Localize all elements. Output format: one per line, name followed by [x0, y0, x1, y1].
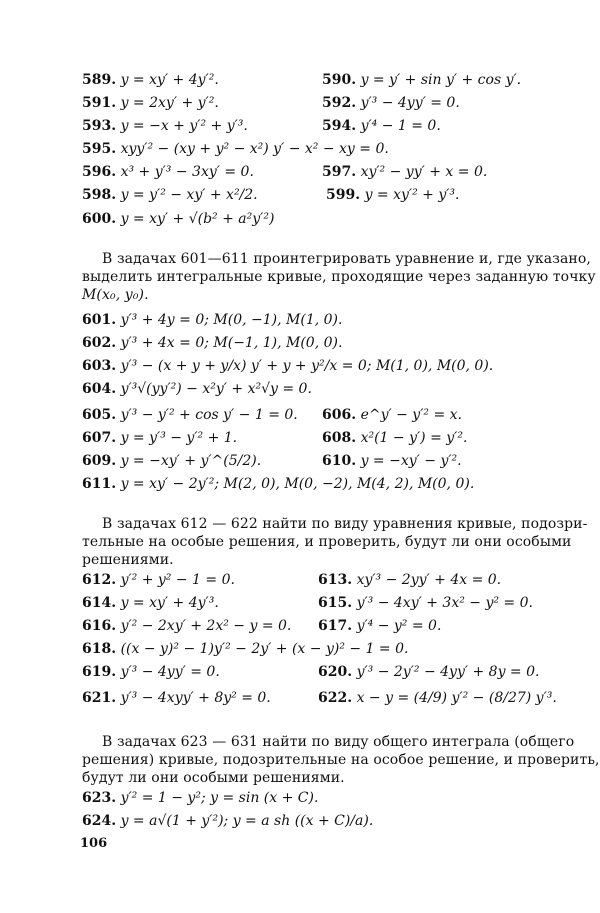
problem-equation: e^y′ − y′² = x.: [360, 407, 462, 423]
problem-equation: y′² + y² − 1 = 0.: [120, 572, 235, 588]
problem-equation: y = −xy′ + y′^(5/2).: [120, 453, 262, 469]
problem-equation: y′² = 1 − y²; y = sin (x + C).: [120, 790, 319, 806]
problem-equation: y′³ − 2y′² − 4yy′ + 8y = 0.: [356, 664, 540, 680]
problem-equation: y′² − 2xy′ + 2x² − y = 0.: [120, 618, 292, 634]
intro-line: выделить интегральные кривые, проходящие через заданную точку: [82, 269, 596, 285]
problem-number: 598.: [82, 187, 117, 203]
problem-601: [82, 312, 342, 328]
problem-621: [82, 690, 271, 706]
intro-line: В задачах 623 — 631 найти по виду общего интеграла (общего: [102, 734, 575, 750]
problem-equation: x − y = (4/9) y′² − (8/27) y′³.: [356, 690, 557, 706]
problem-equation: x³ + y′³ − 3xy′ = 0.: [120, 164, 254, 180]
intro-line: решения) кривые, подозрительные на особое решение, и проверить,: [82, 752, 600, 768]
problem-equation: y = 2xy′ + y′².: [120, 95, 219, 111]
problem-equation: y′³√(yy′²) − x²y′ + x²√y = 0.: [120, 381, 312, 397]
problem-number: 616.: [82, 618, 117, 634]
problem-number: 592.: [322, 95, 357, 111]
problem-number: 589.: [82, 72, 117, 88]
problem-number: 591.: [82, 95, 117, 111]
problem-622: [318, 690, 557, 706]
problem-594: [322, 118, 441, 134]
intro-line: В задачах 601—611 проинтегрировать уравнение и, где указано,: [102, 251, 591, 267]
problem-593: [82, 118, 248, 134]
problem-equation: x²(1 − y′) = y′².: [360, 430, 468, 446]
problem-number: 606.: [322, 407, 357, 423]
problem-590: [322, 72, 521, 88]
problem-613: [318, 572, 501, 588]
intro-line: тельные на особые решения, и проверить, будут ли они особыми: [82, 534, 572, 550]
problem-number: 618.: [82, 641, 117, 657]
intro-paragraph-623-631: [82, 733, 600, 787]
problem-616: [82, 618, 291, 634]
problem-equation: y′³ − 4xy′ + 3x² − y² = 0.: [356, 595, 533, 611]
problem-592: [322, 95, 460, 111]
problem-number: 596.: [82, 164, 117, 180]
problem-597: [322, 164, 487, 180]
problem-equation: y = y′² − xy′ + x²/2.: [120, 187, 258, 203]
problem-equation: y′⁴ − y² = 0.: [356, 618, 442, 634]
problem-equation: ((x − y)² − 1)y′² − 2y′ + (x − y)² − 1 = 0.: [120, 641, 409, 657]
problem-number: 593.: [82, 118, 117, 134]
problem-600: [82, 211, 274, 227]
problem-589: [82, 72, 219, 88]
problem-number: 611.: [82, 476, 117, 492]
problem-equation: y′³ − 4yy′ = 0.: [120, 664, 220, 680]
problem-612: [82, 572, 235, 588]
problem-equation: y = y′ + sin y′ + cos y′.: [360, 72, 522, 88]
problem-equation: y = xy′ + 4y′³.: [120, 595, 219, 611]
problem-equation: y = xy′ − 2y′²; M(2, 0), M(0, −2), M(4, 2), M(0, 0).: [120, 476, 475, 492]
problem-equation: y′³ − (x + y + y/x) y′ + y + y²/x = 0; M(1, 0), M(0, 0).: [120, 358, 494, 374]
problem-607: [82, 430, 237, 446]
problem-number: 600.: [82, 211, 117, 227]
problem-number: 610.: [322, 453, 357, 469]
problem-equation: xyy′² − (xy + y² − x²) y′ − x² − xy = 0.: [120, 141, 389, 157]
problem-number: 624.: [82, 813, 117, 829]
problem-number: 604.: [82, 381, 117, 397]
problem-number: 621.: [82, 690, 117, 706]
page-number: 106: [80, 836, 108, 851]
problem-number: 620.: [318, 664, 353, 680]
problem-number: 595.: [82, 141, 117, 157]
problem-number: 607.: [82, 430, 117, 446]
problem-equation: y = y′³ − y′² + 1.: [120, 430, 238, 446]
problem-602: [82, 335, 342, 351]
problem-618: [82, 641, 408, 657]
problem-619: [82, 664, 220, 680]
problem-617: [318, 618, 441, 634]
problem-number: 608.: [322, 430, 357, 446]
problem-599: [326, 187, 459, 203]
problem-number: 613.: [318, 572, 353, 588]
problem-620: [318, 664, 539, 680]
problem-608: [322, 430, 467, 446]
problem-595: [82, 141, 389, 157]
problem-623: [82, 790, 318, 806]
problem-equation: y′³ − 4xyy′ + 8y² = 0.: [120, 690, 271, 706]
problem-610: [322, 453, 462, 469]
problem-number: 617.: [318, 618, 353, 634]
problem-591: [82, 95, 219, 111]
problem-equation: xy′³ − 2yy′ + 4x = 0.: [356, 572, 502, 588]
problem-equation: y = −xy′ − y′².: [360, 453, 462, 469]
problem-604: [82, 381, 312, 397]
problem-624: [82, 813, 373, 829]
problem-number: 615.: [318, 595, 353, 611]
problem-equation: y′³ − y′² + cos y′ − 1 = 0.: [120, 407, 298, 423]
problem-606: [322, 407, 462, 423]
problem-equation: y′⁴ − 1 = 0.: [360, 118, 441, 134]
intro-paragraph-601-611: [82, 250, 596, 304]
intro-line: В задачах 612 — 622 найти по виду уравнения кривые, подозри-: [102, 516, 588, 532]
problem-number: 603.: [82, 358, 117, 374]
problem-equation: y′³ − 4yy′ = 0.: [360, 95, 460, 111]
problem-equation: y′³ + 4x = 0; M(−1, 1), M(0, 0).: [120, 335, 343, 351]
intro-line: решениями.: [82, 552, 174, 568]
problem-614: [82, 595, 219, 611]
problem-number: 622.: [318, 690, 353, 706]
problem-596: [82, 164, 254, 180]
problem-equation: y′³ + 4y = 0; M(0, −1), M(1, 0).: [120, 312, 343, 328]
problem-number: 612.: [82, 572, 117, 588]
problem-equation: xy′² − yy′ + x = 0.: [360, 164, 488, 180]
problem-equation: y = −x + y′² + y′³.: [120, 118, 248, 134]
problem-611: [82, 476, 474, 492]
problem-603: [82, 358, 493, 374]
intro-line: M(x₀, y₀).: [82, 287, 149, 303]
problem-609: [82, 453, 261, 469]
problem-598: [82, 187, 258, 203]
problem-equation: y = xy′ + 4y′².: [120, 72, 219, 88]
problem-605: [82, 407, 298, 423]
problem-number: 599.: [326, 187, 361, 203]
problem-number: 605.: [82, 407, 117, 423]
problem-number: 602.: [82, 335, 117, 351]
problem-number: 623.: [82, 790, 117, 806]
problem-number: 590.: [322, 72, 357, 88]
problem-615: [318, 595, 533, 611]
problem-number: 609.: [82, 453, 117, 469]
problem-number: 594.: [322, 118, 357, 134]
problem-number: 601.: [82, 312, 117, 328]
problem-number: 619.: [82, 664, 117, 680]
intro-line: будут ли они особыми решениями.: [82, 770, 345, 786]
problem-equation: y = xy′ + √(b² + a²y′²): [120, 211, 275, 227]
problem-number: 597.: [322, 164, 357, 180]
problem-equation: y = xy′² + y′³.: [364, 187, 460, 203]
problem-number: 614.: [82, 595, 117, 611]
intro-paragraph-612-622: [82, 515, 588, 569]
problem-equation: y = a√(1 + y′²); y = a sh ((x + C)/a).: [120, 813, 374, 829]
